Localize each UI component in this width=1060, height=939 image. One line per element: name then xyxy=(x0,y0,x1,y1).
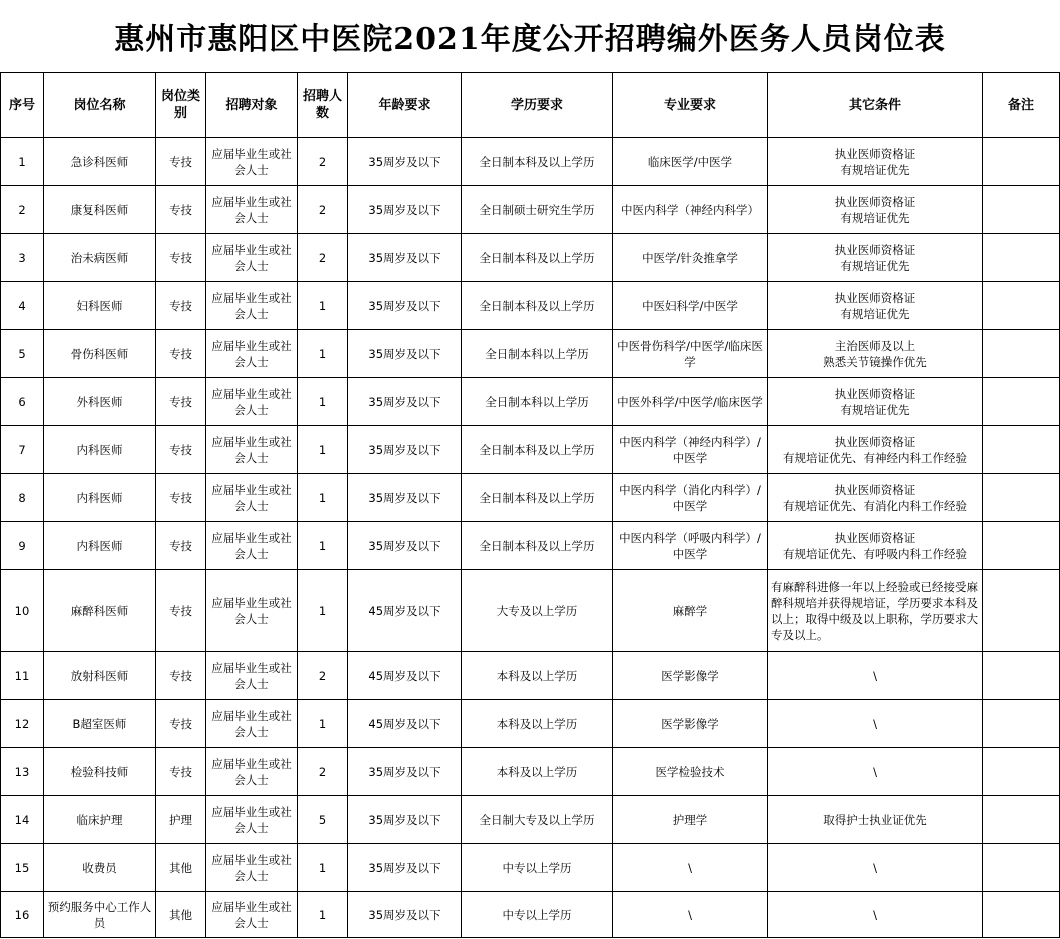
table-row xyxy=(1,234,1060,282)
cell-other xyxy=(768,138,983,186)
cell-count: 1 xyxy=(298,378,348,426)
cell-seq: 10 xyxy=(1,570,44,652)
cell-other-line2: 有规培证优先 xyxy=(840,162,910,177)
cell-target: 应届毕业生或社会人士 xyxy=(206,282,298,330)
table-row xyxy=(1,282,1060,330)
cell-category: 其他 xyxy=(156,892,206,938)
cell-target: 应届毕业生或社会人士 xyxy=(206,700,298,748)
cell-other xyxy=(768,378,983,426)
cell-target: 应届毕业生或社会人士 xyxy=(206,186,298,234)
cell-category: 专技 xyxy=(156,522,206,570)
cell-target: 应届毕业生或社会人士 xyxy=(206,844,298,892)
cell-other xyxy=(768,186,983,234)
cell-seq: 12 xyxy=(1,700,44,748)
cell-other-line1: 执业医师资格证 xyxy=(834,530,916,545)
cell-name: 预约服务中心工作人员 xyxy=(44,892,156,938)
cell-major: 临床医学/中医学 xyxy=(613,138,768,186)
header-count: 招聘人数 xyxy=(298,73,348,138)
cell-education: 中专以上学历 xyxy=(462,844,613,892)
cell-count: 2 xyxy=(298,234,348,282)
cell-other xyxy=(768,234,983,282)
cell-target: 应届毕业生或社会人士 xyxy=(206,748,298,796)
cell-category: 专技 xyxy=(156,378,206,426)
cell-target: 应届毕业生或社会人士 xyxy=(206,330,298,378)
cell-count: 2 xyxy=(298,138,348,186)
cell-name: 收费员 xyxy=(44,844,156,892)
cell-count: 1 xyxy=(298,330,348,378)
cell-other xyxy=(768,652,983,700)
cell-category: 专技 xyxy=(156,234,206,282)
cell-major: 中医内科学（呼吸内科学）/中医学 xyxy=(613,522,768,570)
cell-education: 全日制大专及以上学历 xyxy=(462,796,613,844)
header-remark: 备注 xyxy=(983,73,1060,138)
positions-table xyxy=(0,72,1060,938)
cell-age: 45周岁及以下 xyxy=(348,570,462,652)
cell-age: 35周岁及以下 xyxy=(348,330,462,378)
cell-seq: 8 xyxy=(1,474,44,522)
cell-other-line2: 有规培证优先、有神经内科工作经验 xyxy=(783,450,967,465)
cell-target: 应届毕业生或社会人士 xyxy=(206,474,298,522)
cell-age: 35周岁及以下 xyxy=(348,522,462,570)
cell-age: 35周岁及以下 xyxy=(348,186,462,234)
cell-other-line1: \ xyxy=(873,716,877,731)
cell-major: 医学检验技术 xyxy=(613,748,768,796)
cell-count: 1 xyxy=(298,426,348,474)
cell-count: 1 xyxy=(298,700,348,748)
header-category: 岗位类别 xyxy=(156,73,206,138)
cell-target: 应届毕业生或社会人士 xyxy=(206,378,298,426)
cell-education: 全日制硕士研究生学历 xyxy=(462,186,613,234)
cell-remark xyxy=(983,652,1060,700)
cell-seq: 3 xyxy=(1,234,44,282)
cell-seq: 13 xyxy=(1,748,44,796)
cell-major: \ xyxy=(613,844,768,892)
cell-name: 放射科医师 xyxy=(44,652,156,700)
cell-other xyxy=(768,330,983,378)
cell-education: 全日制本科及以上学历 xyxy=(462,138,613,186)
cell-age: 45周岁及以下 xyxy=(348,652,462,700)
cell-seq: 4 xyxy=(1,282,44,330)
cell-education: 全日制本科以上学历 xyxy=(462,378,613,426)
cell-other-line1: 取得护士执业证优先 xyxy=(823,812,927,827)
cell-name: 检验科技师 xyxy=(44,748,156,796)
table-body xyxy=(1,138,1060,938)
cell-other-line1: \ xyxy=(873,907,877,922)
cell-age: 35周岁及以下 xyxy=(348,892,462,938)
cell-education: 全日制本科及以上学历 xyxy=(462,282,613,330)
cell-other-line2: 有规培证优先 xyxy=(840,402,910,417)
cell-name: 康复科医师 xyxy=(44,186,156,234)
header-age: 年龄要求 xyxy=(348,73,462,138)
header-other: 其它条件 xyxy=(768,73,983,138)
cell-other-line2: 有规培证优先 xyxy=(840,210,910,225)
cell-remark xyxy=(983,892,1060,938)
cell-category: 专技 xyxy=(156,474,206,522)
cell-count: 5 xyxy=(298,796,348,844)
cell-seq: 5 xyxy=(1,330,44,378)
cell-count: 2 xyxy=(298,748,348,796)
cell-remark xyxy=(983,700,1060,748)
cell-other-line2: 有规培证优先 xyxy=(840,306,910,321)
header-education: 学历要求 xyxy=(462,73,613,138)
cell-other xyxy=(768,796,983,844)
cell-remark xyxy=(983,844,1060,892)
cell-category: 专技 xyxy=(156,282,206,330)
table-row xyxy=(1,378,1060,426)
cell-other-line1: 有麻醉科进修一年以上经验或已经接受麻醉科规培并获得规培证，学历要求本科及以上；取得中级及以上职称，学历要求大专及以上。 xyxy=(771,579,978,642)
cell-age: 35周岁及以下 xyxy=(348,138,462,186)
cell-category: 专技 xyxy=(156,652,206,700)
cell-other xyxy=(768,844,983,892)
cell-target: 应届毕业生或社会人士 xyxy=(206,426,298,474)
table-row xyxy=(1,522,1060,570)
cell-category: 专技 xyxy=(156,748,206,796)
cell-other xyxy=(768,474,983,522)
cell-seq: 6 xyxy=(1,378,44,426)
cell-other xyxy=(768,282,983,330)
cell-other-line2: 有规培证优先 xyxy=(840,258,910,273)
cell-other xyxy=(768,426,983,474)
cell-seq: 11 xyxy=(1,652,44,700)
cell-other xyxy=(768,570,983,652)
cell-education: 大专及以上学历 xyxy=(462,570,613,652)
cell-major: 中医学/针灸推拿学 xyxy=(613,234,768,282)
cell-other-line1: 执业医师资格证 xyxy=(834,290,916,305)
cell-count: 1 xyxy=(298,892,348,938)
cell-major: 医学影像学 xyxy=(613,700,768,748)
cell-category: 护理 xyxy=(156,796,206,844)
cell-name: 妇科医师 xyxy=(44,282,156,330)
cell-major: \ xyxy=(613,892,768,938)
cell-other xyxy=(768,748,983,796)
cell-name: 内科医师 xyxy=(44,474,156,522)
cell-other xyxy=(768,522,983,570)
cell-major: 中医外科学/中医学/临床医学 xyxy=(613,378,768,426)
cell-name: 治未病医师 xyxy=(44,234,156,282)
cell-target: 应届毕业生或社会人士 xyxy=(206,138,298,186)
cell-remark xyxy=(983,330,1060,378)
cell-count: 2 xyxy=(298,186,348,234)
cell-remark xyxy=(983,138,1060,186)
cell-education: 本科及以上学历 xyxy=(462,748,613,796)
cell-education: 全日制本科及以上学历 xyxy=(462,234,613,282)
cell-education: 全日制本科以上学历 xyxy=(462,330,613,378)
cell-age: 35周岁及以下 xyxy=(348,844,462,892)
cell-age: 35周岁及以下 xyxy=(348,748,462,796)
cell-seq: 1 xyxy=(1,138,44,186)
cell-major: 麻醉学 xyxy=(613,570,768,652)
cell-name: 临床护理 xyxy=(44,796,156,844)
cell-count: 1 xyxy=(298,570,348,652)
table-row xyxy=(1,844,1060,892)
cell-seq: 16 xyxy=(1,892,44,938)
cell-age: 35周岁及以下 xyxy=(348,234,462,282)
cell-seq: 15 xyxy=(1,844,44,892)
table-row xyxy=(1,892,1060,938)
cell-other-line1: 执业医师资格证 xyxy=(834,146,916,161)
cell-name: 急诊科医师 xyxy=(44,138,156,186)
cell-other xyxy=(768,892,983,938)
cell-age: 35周岁及以下 xyxy=(348,426,462,474)
cell-seq: 7 xyxy=(1,426,44,474)
cell-category: 专技 xyxy=(156,138,206,186)
table-row xyxy=(1,796,1060,844)
table-row xyxy=(1,474,1060,522)
cell-count: 2 xyxy=(298,652,348,700)
cell-remark xyxy=(983,234,1060,282)
table-row xyxy=(1,426,1060,474)
cell-education: 中专以上学历 xyxy=(462,892,613,938)
cell-age: 35周岁及以下 xyxy=(348,282,462,330)
table-row xyxy=(1,700,1060,748)
cell-name: 内科医师 xyxy=(44,426,156,474)
cell-name: 麻醉科医师 xyxy=(44,570,156,652)
cell-education: 全日制本科及以上学历 xyxy=(462,426,613,474)
cell-other-line1: 主治医师及以上 xyxy=(834,338,916,353)
cell-seq: 9 xyxy=(1,522,44,570)
cell-remark xyxy=(983,796,1060,844)
cell-category: 专技 xyxy=(156,186,206,234)
cell-other xyxy=(768,700,983,748)
cell-seq: 2 xyxy=(1,186,44,234)
header-row xyxy=(1,73,1060,138)
cell-count: 1 xyxy=(298,844,348,892)
cell-major: 中医内科学（神经内科学）/中医学 xyxy=(613,426,768,474)
cell-remark xyxy=(983,282,1060,330)
cell-remark xyxy=(983,426,1060,474)
cell-education: 本科及以上学历 xyxy=(462,652,613,700)
cell-major: 护理学 xyxy=(613,796,768,844)
cell-target: 应届毕业生或社会人士 xyxy=(206,892,298,938)
table-row xyxy=(1,652,1060,700)
cell-age: 45周岁及以下 xyxy=(348,700,462,748)
cell-remark xyxy=(983,474,1060,522)
cell-other-line1: 执业医师资格证 xyxy=(834,386,916,401)
cell-name: 内科医师 xyxy=(44,522,156,570)
cell-count: 1 xyxy=(298,282,348,330)
cell-name: B超室医师 xyxy=(44,700,156,748)
cell-name: 外科医师 xyxy=(44,378,156,426)
cell-target: 应届毕业生或社会人士 xyxy=(206,796,298,844)
cell-target: 应届毕业生或社会人士 xyxy=(206,570,298,652)
table-row xyxy=(1,748,1060,796)
cell-other-line1: \ xyxy=(873,668,877,683)
cell-age: 35周岁及以下 xyxy=(348,474,462,522)
cell-education: 本科及以上学历 xyxy=(462,700,613,748)
table-row xyxy=(1,186,1060,234)
table-row xyxy=(1,570,1060,652)
cell-remark xyxy=(983,570,1060,652)
cell-age: 35周岁及以下 xyxy=(348,378,462,426)
cell-remark xyxy=(983,186,1060,234)
cell-count: 1 xyxy=(298,474,348,522)
header-target: 招聘对象 xyxy=(206,73,298,138)
cell-remark xyxy=(983,748,1060,796)
cell-major: 中医妇科学/中医学 xyxy=(613,282,768,330)
cell-remark xyxy=(983,378,1060,426)
cell-other-line1: 执业医师资格证 xyxy=(834,194,916,209)
cell-seq: 14 xyxy=(1,796,44,844)
cell-other-line1: 执业医师资格证 xyxy=(834,482,916,497)
header-major: 专业要求 xyxy=(613,73,768,138)
cell-other-line1: \ xyxy=(873,764,877,779)
cell-major: 中医骨伤科学/中医学/临床医学 xyxy=(613,330,768,378)
cell-age: 35周岁及以下 xyxy=(348,796,462,844)
table-row xyxy=(1,330,1060,378)
cell-category: 专技 xyxy=(156,426,206,474)
header-seq: 序号 xyxy=(1,73,44,138)
cell-other-line1: 执业医师资格证 xyxy=(834,242,916,257)
page-title: 惠州市惠阳区中医院2021年度公开招聘编外医务人员岗位表 xyxy=(114,22,946,57)
cell-remark xyxy=(983,522,1060,570)
cell-category: 专技 xyxy=(156,330,206,378)
cell-target: 应届毕业生或社会人士 xyxy=(206,522,298,570)
cell-other-line1: \ xyxy=(873,860,877,875)
table-row xyxy=(1,138,1060,186)
cell-category: 专技 xyxy=(156,570,206,652)
cell-other-line2: 有规培证优先、有消化内科工作经验 xyxy=(783,498,967,513)
cell-major: 中医内科学（消化内科学）/中医学 xyxy=(613,474,768,522)
cell-target: 应届毕业生或社会人士 xyxy=(206,652,298,700)
cell-education: 全日制本科及以上学历 xyxy=(462,522,613,570)
header-name: 岗位名称 xyxy=(44,73,156,138)
cell-target: 应届毕业生或社会人士 xyxy=(206,234,298,282)
cell-major: 医学影像学 xyxy=(613,652,768,700)
cell-other-line1: 执业医师资格证 xyxy=(834,434,916,449)
cell-count: 1 xyxy=(298,522,348,570)
cell-other-line2: 熟悉关节镜操作优先 xyxy=(823,354,927,369)
cell-category: 专技 xyxy=(156,700,206,748)
cell-other-line2: 有规培证优先、有呼吸内科工作经验 xyxy=(783,546,967,561)
cell-major: 中医内科学（神经内科学） xyxy=(613,186,768,234)
cell-name: 骨伤科医师 xyxy=(44,330,156,378)
cell-category: 其他 xyxy=(156,844,206,892)
cell-education: 全日制本科及以上学历 xyxy=(462,474,613,522)
